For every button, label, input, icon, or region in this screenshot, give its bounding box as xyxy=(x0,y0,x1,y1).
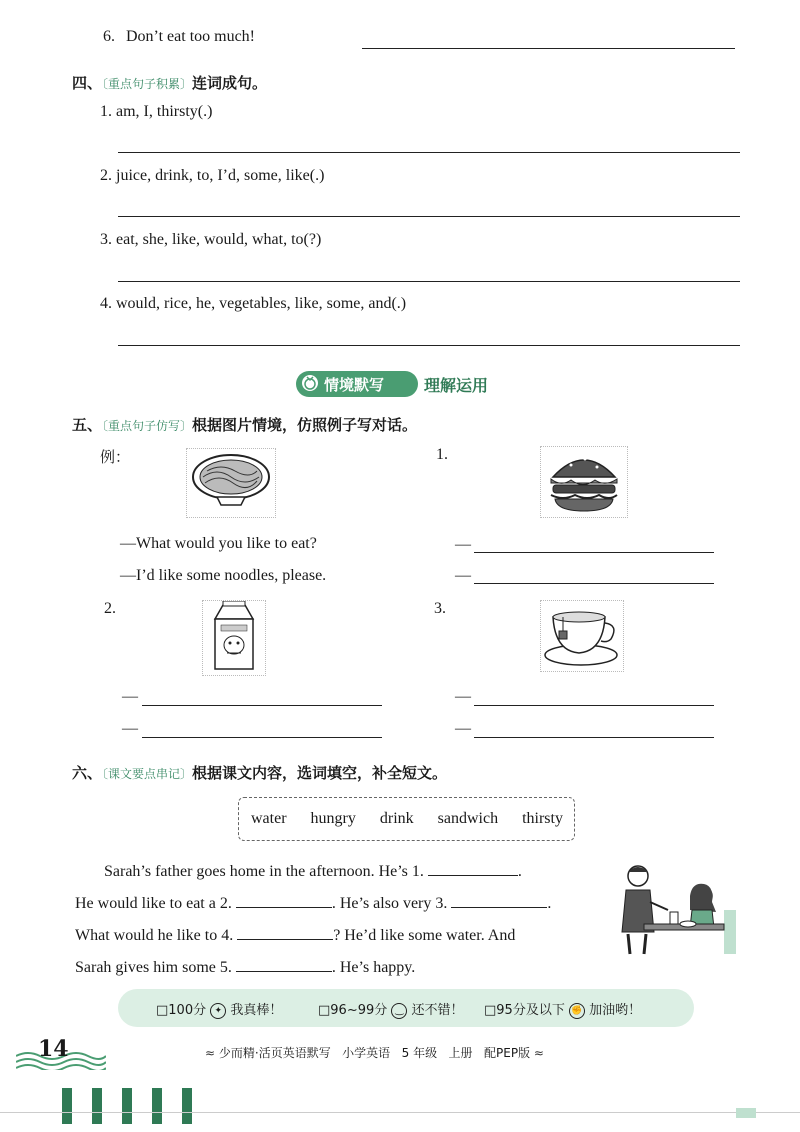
footer-info: ≈ 少而精·活页英语默写 小学英语 5 年级 上册 配PEP版 ≈ xyxy=(205,1046,544,1060)
answer-line xyxy=(474,583,714,584)
word-bank-box xyxy=(238,797,575,841)
cheer-face-icon: ✊ xyxy=(569,1003,585,1019)
dash: — xyxy=(455,688,471,705)
father-and-sarah-picture xyxy=(604,862,738,956)
example-question: —What would you like to eat? xyxy=(120,535,317,552)
rating-100: □100分 ✦ 我真棒！ xyxy=(156,1003,283,1018)
banner-left-text: 情境默写 xyxy=(324,376,385,394)
noodles-bowl-picture xyxy=(186,448,276,518)
section4-item-3: 3. eat, she, like, would, what, to(?) xyxy=(100,231,322,248)
word-bank-item: sandwich xyxy=(437,810,499,827)
dash: — xyxy=(455,720,471,737)
answer-line xyxy=(118,216,740,217)
answer-line xyxy=(474,737,714,738)
word-bank-item: hungry xyxy=(310,810,356,827)
hamburger-picture xyxy=(540,446,628,518)
page-number: 14 xyxy=(38,1036,69,1062)
passage-line-3: What would he like to 4. ? He’d like some water. And xyxy=(75,927,516,944)
section4-item-1: 1. am, I, thirsty(.) xyxy=(100,103,213,120)
dash: — xyxy=(455,567,471,584)
word-bank-item: water xyxy=(251,810,287,827)
milk-carton-picture xyxy=(202,600,266,676)
footer-series: 少而精·活页英语默写 xyxy=(218,1046,331,1060)
passage-line-1: Sarah’s father goes home in the afternoon. He’s 1. . xyxy=(104,863,522,880)
dash: — xyxy=(122,688,138,705)
tea-cup-picture xyxy=(540,600,624,672)
bottom-rule xyxy=(0,1112,800,1113)
passage-line-2: He would like to eat a 2. . He’s also very 3. . xyxy=(75,895,552,912)
answer-line xyxy=(474,705,714,706)
section4-item-4: 4. would, rice, he, vegetables, like, some, and(.) xyxy=(100,295,407,312)
footer-subject: 小学英语 xyxy=(342,1046,391,1060)
rating-96-99: □96~99分 ‿ 还不错！ xyxy=(318,1003,464,1018)
word-bank-item: drink xyxy=(379,810,414,827)
section6-heading: 六、〔课文要点串记〕根据课文内容，选词填空，补全短文。 xyxy=(72,764,448,782)
answer-line xyxy=(142,737,382,738)
answer-line xyxy=(118,152,740,153)
word-bank-item: thirsty xyxy=(522,810,563,827)
thumbs-up-icon: ✦ xyxy=(210,1003,226,1019)
medal-icon xyxy=(302,375,318,391)
q6-text: Don’t eat too much! xyxy=(126,28,256,45)
section4-heading: 四、〔重点句子积累〕连词成句。 xyxy=(72,74,268,92)
answer-line xyxy=(142,705,382,706)
word-bank-list xyxy=(251,810,563,828)
footer-term: 上册 xyxy=(448,1046,473,1060)
item-3-number: 3. xyxy=(434,600,446,617)
passage-line-4: Sarah gives him some 5. . He’s happy. xyxy=(75,959,416,976)
banner-right-text: 理解运用 xyxy=(424,376,489,395)
rating-95-below: □95分及以下 ✊ 加油哟！ xyxy=(484,1003,642,1018)
footer-edition: 配PEP版 xyxy=(484,1046,531,1060)
banner-pill xyxy=(296,371,418,397)
q6-answer-line xyxy=(362,48,735,49)
example-label: 例： xyxy=(100,448,131,466)
example-answer: —I’d like some noodles, please. xyxy=(120,567,327,584)
item-2-number: 2. xyxy=(104,600,116,617)
answer-line xyxy=(474,552,714,553)
section4-item-2: 2. juice, drink, to, I’d, some, like(.) xyxy=(100,167,325,184)
smile-face-icon: ‿ xyxy=(391,1003,407,1019)
item-1-number: 1. xyxy=(436,446,448,463)
dash: — xyxy=(455,536,471,553)
section5-heading: 五、〔重点句子仿写〕根据图片情境，仿照例子写对话。 xyxy=(72,416,418,434)
footer-grade: 5 年级 xyxy=(401,1046,438,1060)
q6-number: 6. xyxy=(103,28,115,45)
dash: — xyxy=(122,720,138,737)
answer-line xyxy=(118,281,740,282)
binding-stripes xyxy=(60,1088,200,1124)
answer-line xyxy=(118,345,740,346)
corner-mark xyxy=(736,1108,756,1118)
self-rating-bar xyxy=(118,989,694,1027)
